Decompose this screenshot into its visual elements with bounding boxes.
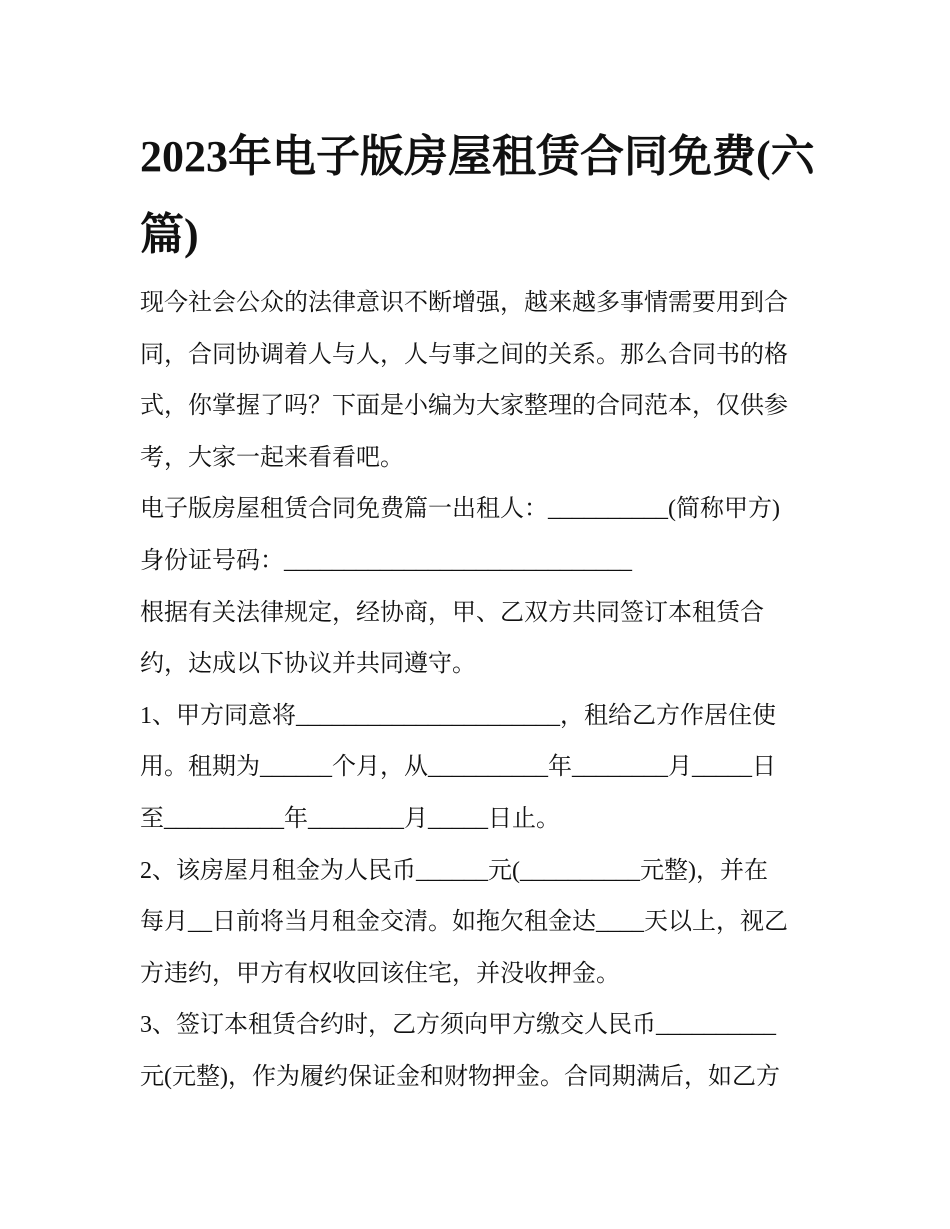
- text-line: 方违约，甲方有权收回该住宅，并没收押金。: [140, 960, 620, 987]
- document-body: [140, 278, 830, 1104]
- text-line: 身份证号码：_____________________________: [140, 547, 632, 574]
- text-line: 每月__日前将当月租金交清。如拖欠租金达____天以上，视乙: [140, 909, 788, 936]
- text-line: 至__________年________月_____日止。: [140, 805, 560, 832]
- text-line: 3、签订本租赁合约时，乙方须向甲方缴交人民币__________: [140, 1012, 776, 1039]
- text-line: 1、甲方同意将______________________，租给乙方作居住使: [140, 702, 776, 729]
- text-line: 同，合同协调着人与人，人与事之间的关系。那么合同书的格: [140, 341, 788, 368]
- text-line: 电子版房屋租赁合同免费篇一出租人：__________(简称甲方): [140, 496, 780, 523]
- text-line: 2、该房屋月租金为人民币______元(__________元整)，并在: [140, 857, 768, 884]
- text-line: 根据有关法律规定，经协商，甲、乙双方共同签订本租赁合: [140, 599, 764, 626]
- text-line: 现今社会公众的法律意识不断增强，越来越多事情需要用到合: [140, 290, 788, 316]
- text-line: 用。租期为______个月，从__________年________月_____日: [140, 754, 776, 781]
- text-line: 约，达成以下协议并共同遵守。: [140, 651, 476, 678]
- text-line: 元(元整)，作为履约保证金和财物押金。合同期满后，如乙方: [140, 1063, 780, 1090]
- text-line: 式，你掌握了吗？下面是小编为大家整理的合同范本，仅供参: [140, 393, 788, 420]
- text-line: 考，大家一起来看看吧。: [140, 444, 404, 471]
- document-title: 2023年电子版房屋租赁合同免费(六篇): [140, 132, 815, 259]
